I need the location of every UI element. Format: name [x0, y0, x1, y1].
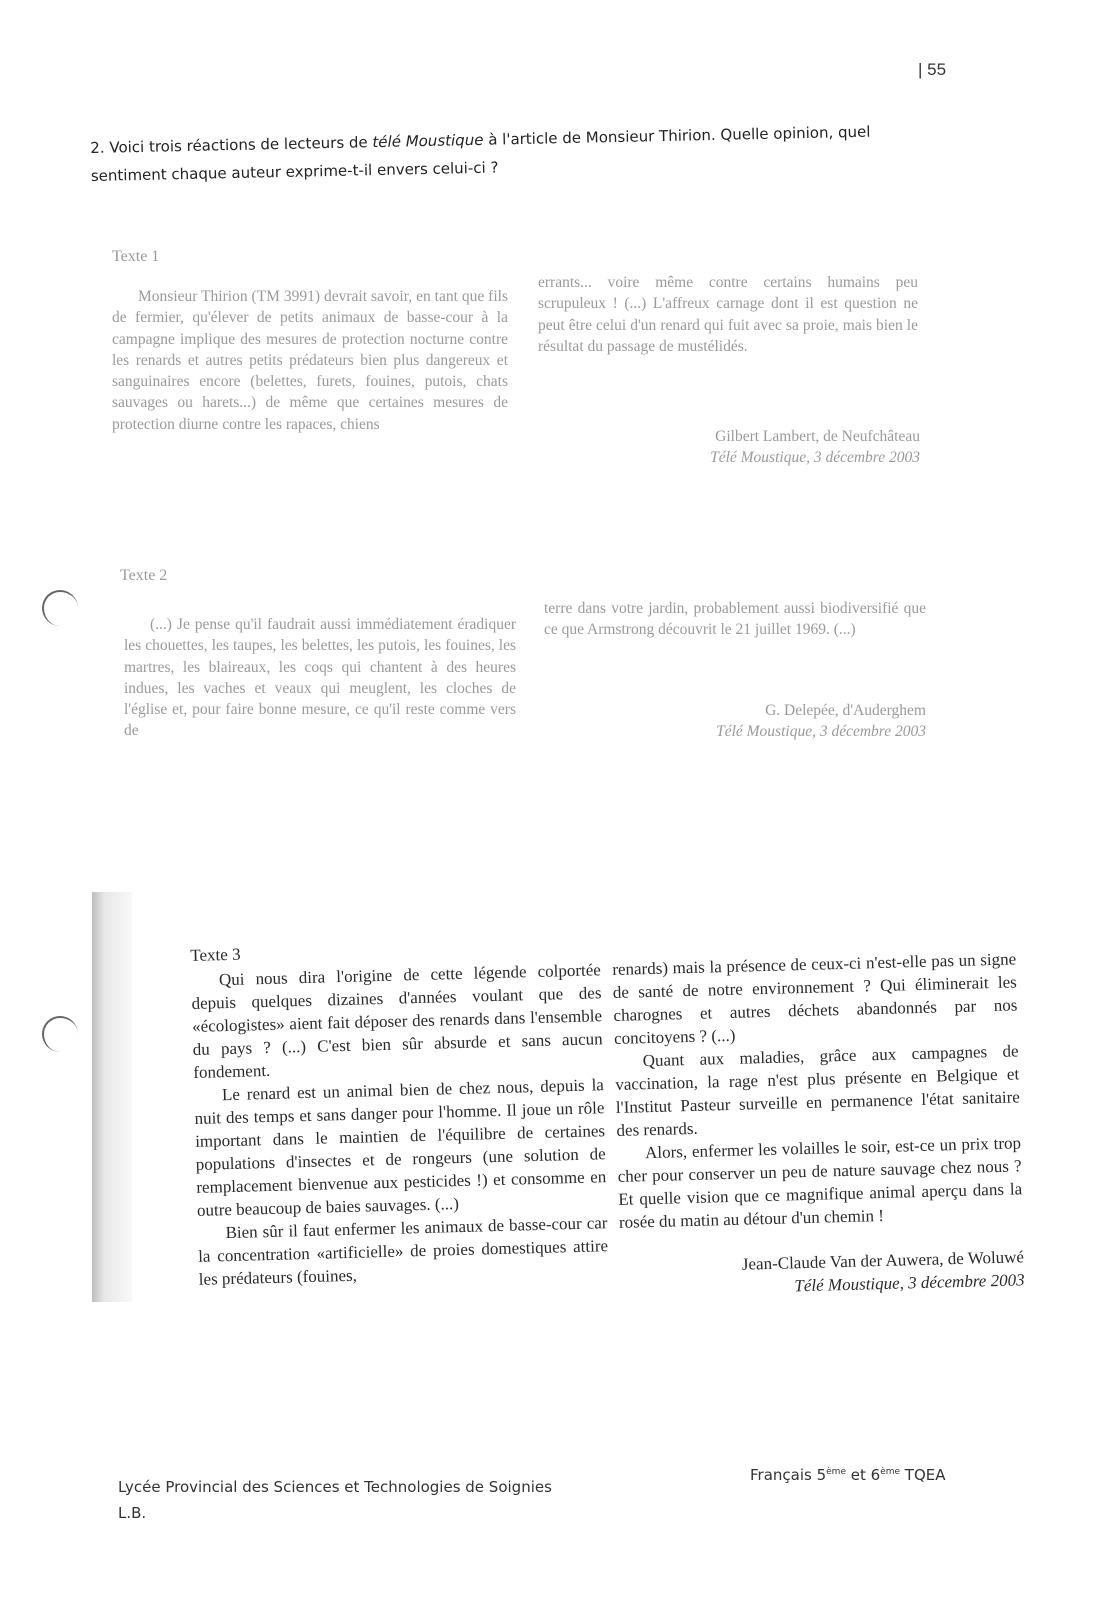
texte1-title: Texte 1 — [112, 248, 160, 265]
texte3-author: Jean-Claude Van der Auwera, de Woluwé — [741, 1247, 1025, 1274]
page-number: | 55 — [918, 60, 947, 79]
texte1-left-column — [112, 286, 508, 435]
superscript: ème — [826, 1467, 846, 1477]
school-name: Lycée Provincial des Sciences et Technologies de Soignies — [118, 1478, 552, 1496]
texte1-author: Gilbert Lambert, de Neufchâteau — [715, 428, 920, 445]
texte2-signature — [580, 700, 926, 743]
superscript: ème — [880, 1467, 901, 1477]
footer-left — [118, 1478, 552, 1522]
texte1-source: Télé Moustique, 3 décembre 2003 — [710, 449, 920, 467]
scan-edge-artifact — [92, 892, 132, 1302]
exercise-question — [90, 116, 941, 190]
texte2-left-column — [124, 614, 516, 742]
punch-hole-mark — [42, 590, 78, 626]
texte1-paragraph: Monsieur Thirion (TM 3991) devrait savoir, en tant que fils de fermier, qu'élever de petits animaux de basse-cour à la campagne implique des mesures de protection nocturne contre les renards et autres petits prédateurs bien plus dangereux et sanguinaires encore (belettes, furets, fouines, putois, chats sauvages ou harets...) de même que certaines mesures de protection diurne contre les rapaces, chiens — [112, 288, 508, 433]
texte2-paragraph-cont: terre dans votre jardin, probablement aussi biodiversifié que ce que Armstrong découvrit le 21 juillet 1969. (...) — [544, 600, 926, 639]
texte1-signature — [560, 426, 920, 469]
texte1-right-column — [538, 272, 918, 357]
texte2-author: G. Delepée, d'Auderghem — [765, 702, 926, 719]
texte3-paragraph: Bien sûr il faut enfermer les animaux de basse-cour car la concentration «artificielle» de proies domestiques attire les prédateurs (fouines, — [197, 1213, 609, 1289]
course-text: TQEA — [900, 1466, 946, 1484]
texte1-paragraph-cont: errants... voire même contre certains humains peu scrupuleux ! (...) L'affreux carnage dont il est question ne peut être celui d'un renard qui fuit avec sa proie, mais bien le résultat du passage de mustélidés. — [538, 274, 918, 355]
texte2-source: Télé Moustique, 3 décembre 2003 — [716, 723, 926, 741]
question-text: 2. Voici trois réactions de lecteurs de — [90, 133, 373, 157]
texte2-paragraph: (...) Je pense qu'il faudrait aussi immédiatement éradiquer les chouettes, les taupes, les belettes, les putois, les fouines, les martres, les blaireaux, les coqs qui chantent à des heures indues, les vaches et veaux qui meuglent, les cloches de l'église et, pour faire bonne mesure, ce qu'il reste comme vers de — [124, 616, 516, 740]
texte3-paragraph: Le renard est un animal bien de chez nous, depuis la nuit des temps et sans danger pour l'homme. Il joue un rôle important dans le maintien de l'équilibre de certaines populations d'insectes et de rongeurs (une solution de remplacement bienvenue aux pesticides !) et consomme en outre beaucoup de baies sauvages. (...) — [194, 1075, 607, 1220]
author-initials: L.B. — [118, 1504, 147, 1522]
punch-hole-mark — [42, 1016, 78, 1052]
texte3-paragraph: Qui nous dira l'origine de cette légende colportée depuis quelques dizaines d'années voulant que des «écologistes» aient fait déposer des renards dans l'ensemble du pays ? (...) C'est bien sûr absurde et sans aucun fondement. — [191, 960, 603, 1082]
texte3-title: Texte 3 — [190, 944, 241, 965]
texte3-paragraph: renards) mais la présence de ceux-ci n'est-elle pas un signe de santé de notre environnement ? Qui éliminerait les charognes et autres déchets abandonnés par nos concitoyens ? (...) — [612, 949, 1018, 1048]
texte3-source: Télé Moustique, 3 décembre 2003 — [794, 1270, 1025, 1296]
texte3-paragraph: Alors, enfermer les volailles le soir, est-ce un prix trop cher pour conserver un peu de nature sauvage chez nous ? Et quelle vision que ce magnifique animal aperçu dans la rosée du matin au détour d'un chemin ! — [617, 1133, 1023, 1232]
texte3-right-column — [612, 947, 1025, 1301]
magazine-name: télé Moustique — [372, 130, 484, 152]
course-text: et 6 — [845, 1466, 881, 1484]
course-label — [750, 1466, 946, 1484]
course-text: Français 5 — [750, 1466, 827, 1484]
texte3-paragraph: Quant aux maladies, grâce aux campagnes de vaccination, la rage n'est plus présente en Belgique et l'Institut Pasteur surveille en permanence l'état sanitaire des renards. — [615, 1041, 1021, 1140]
texte3-left-column — [190, 933, 609, 1291]
texte2-right-column — [544, 598, 926, 641]
texte3-signature — [620, 1245, 1025, 1302]
texte2-title: Texte 2 — [120, 567, 168, 584]
question-text-end: à l'article de Monsieur Thirion. Quelle opinion, quel sentiment chaque auteur exprime-t-il envers celui-ci ? — [90, 122, 871, 185]
